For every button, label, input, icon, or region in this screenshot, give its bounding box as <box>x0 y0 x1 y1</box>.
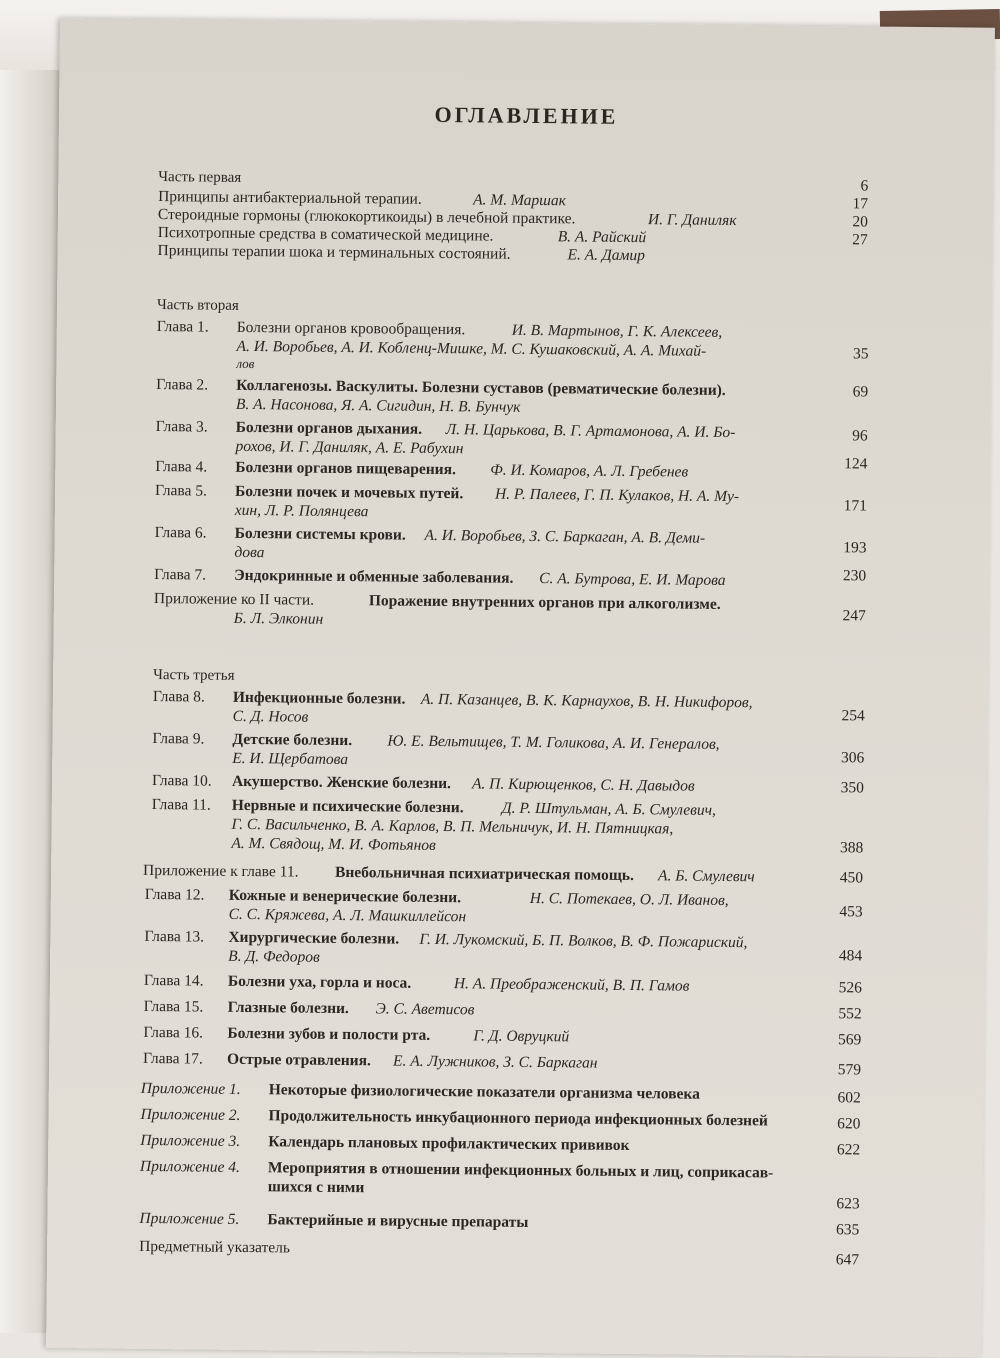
chapter-authors: Н. С. Потекаев, О. Л. Иванов, <box>529 889 729 910</box>
chapter-authors-cont: дова <box>234 543 265 562</box>
chapter-label: Глава 9. <box>152 730 205 748</box>
chapter-authors: Г. И. Лукомский, Б. П. Волков, В. Ф. Пожариский, <box>419 930 748 952</box>
chapter-authors: Э. С. Аветисов <box>375 1000 475 1019</box>
page-number: 622 <box>836 1141 861 1159</box>
chapter-label: Глава 5. <box>154 482 208 500</box>
chapter-label: Глава 7. <box>154 566 207 584</box>
page-number: 230 <box>842 567 867 585</box>
page-number: 6 <box>860 177 869 195</box>
chapter-label: Глава 8. <box>152 688 205 706</box>
chapter-label: Глава 15. <box>143 997 204 1016</box>
page-number: 96 <box>852 427 868 445</box>
chapter-authors: Н. Р. Палеев, Г. П. Кулаков, Н. А. Му- <box>494 485 740 506</box>
page-number: 453 <box>839 903 863 921</box>
page-number: 552 <box>838 1005 862 1023</box>
chapter-authors: Г. Д. Овруцкий <box>473 1027 570 1046</box>
chapter-title: Глазные болезни. <box>227 998 349 1018</box>
chapter-authors: Ф. И. Комаров, А. Л. Гребенев <box>490 461 689 481</box>
appendix-label: Приложение 4. <box>139 1157 240 1176</box>
chapter-authors: А. П. Казанцев, В. К. Карнаухов, В. Н. Никифоров, <box>420 690 753 712</box>
appendix-authors: А. Б. Смулевич <box>657 867 755 886</box>
entry-title: Психотропные средства в соматической медицине. <box>157 224 494 245</box>
chapter-label: Глава 1. <box>156 318 209 336</box>
appendix-title: Бактерийные и вирусные препараты <box>267 1211 529 1231</box>
chapter-authors: И. В. Мартынов, Г. К. Алексеев, <box>511 321 723 341</box>
chapter-authors-cont: А. И. Воробьев, А. И. Кобленц-Мишке, М. С. Кушаковский, А. А. Михай- <box>236 337 707 360</box>
chapter-label: Глава 10. <box>151 772 212 790</box>
entry-authors: Е. А. Дамир <box>567 246 646 265</box>
chapter-title: Хирургические болезни. <box>228 928 400 948</box>
page-number: 484 <box>838 947 863 965</box>
appendix-label: Приложение 2. <box>140 1105 241 1124</box>
page-number: 350 <box>840 779 865 797</box>
chapter-authors-cont: рохов, И. Г. Даниляк, А. Е. Рабухин <box>235 437 464 458</box>
chapter-authors-cont: лов <box>236 355 255 372</box>
chapter-authors-cont: С. С. Кряжева, А. Л. Машкиллейсон <box>228 905 467 926</box>
page-number: 526 <box>838 979 862 997</box>
page-number: 602 <box>837 1089 861 1107</box>
page-number: 635 <box>836 1221 860 1239</box>
page-number: 27 <box>852 231 868 249</box>
chapter-label: Глава 14. <box>143 971 204 990</box>
chapter-title: Болезни органов пищеварения. <box>235 458 456 479</box>
chapter-label: Глава 3. <box>155 418 208 436</box>
entry-title: Принципы терапии шока и терминальных состояний. <box>157 242 511 263</box>
chapter-title: Детские болезни. <box>232 730 353 750</box>
entry-authors: В. А. Райский <box>557 228 647 247</box>
page-number: 569 <box>838 1031 862 1049</box>
chapter-title: Болезни зубов и полости рта. <box>227 1024 431 1044</box>
chapter-authors-cont: В. Д. Федоров <box>228 947 320 966</box>
chapter-authors: А. И. Воробьев, З. С. Баркаган, А. В. Деми- <box>424 526 706 547</box>
chapter-label: Глава 6. <box>154 524 207 542</box>
appendix-title: Внебольничная психиатрическая помощь. <box>334 863 634 885</box>
chapter-label: Глава 17. <box>143 1049 203 1068</box>
chapter-title: Нервные и психические болезни. <box>231 796 464 817</box>
page-number: 623 <box>836 1195 860 1213</box>
chapter-title: Инфекционные болезни. <box>232 688 406 708</box>
chapter-authors: С. А. Бутрова, Е. И. Марова <box>539 570 726 590</box>
entry-authors: И. Г. Даниляк <box>647 211 737 230</box>
appendix-title: Некоторые физиологические показатели организма человека <box>268 1081 700 1103</box>
chapter-title: Болезни уха, горла и носа. <box>227 972 412 992</box>
entry-title: Принципы антибактериальной терапии. <box>158 188 422 208</box>
chapter-label: Глава 16. <box>143 1023 204 1042</box>
chapter-authors-cont: Г. С. Васильченко, В. А. Карлов, В. П. Мельничук, И. Н. Пятницкая, <box>231 815 674 838</box>
appendix-label: Приложение ко II части. <box>153 590 315 609</box>
page-number: 247 <box>842 607 866 625</box>
chapter-label: Глава 13. <box>144 927 205 946</box>
page-number: 579 <box>837 1061 862 1079</box>
entry-authors: А. М. Маршак <box>473 191 566 210</box>
appendix-title-cont: шихся с ними <box>267 1178 365 1197</box>
chapter-title: Острые отравления. <box>227 1050 371 1070</box>
page-number: 20 <box>852 213 868 231</box>
appendix-label: Приложение 5. <box>139 1209 240 1228</box>
appendix-title: Мероприятия в отношении инфекционных больных и лиц, соприкасав- <box>267 1159 774 1182</box>
appendix-authors: Б. Л. Элконин <box>233 609 324 628</box>
page-title: ОГЛАВЛЕНИЕ <box>434 101 619 129</box>
chapter-authors-cont: В. А. Насонова, Я. А. Сигидин, Н. В. Бунчук <box>235 395 521 416</box>
chapter-authors: Л. Н. Царькова, В. Г. Артамонова, А. И. Бо- <box>445 421 736 442</box>
part-heading: Часть вторая <box>156 297 239 314</box>
chapter-authors: Д. Р. Штульман, А. Б. Смулевич, <box>501 799 717 819</box>
book-page <box>46 18 995 1358</box>
chapter-label: Глава 2. <box>156 376 209 394</box>
page-number: 647 <box>835 1251 860 1269</box>
chapter-label: Глава 4. <box>155 458 208 476</box>
page-number: 450 <box>839 869 864 887</box>
index-label: Предметный указатель <box>139 1237 291 1257</box>
chapter-title: Эндокринные и обменные заболевания. <box>234 566 514 587</box>
page-number: 69 <box>852 383 869 401</box>
appendix-label: Приложение к главе 11. <box>142 861 299 881</box>
page-number: 306 <box>840 749 865 767</box>
chapter-authors-cont: А. М. Свядощ, М. И. Фотьянов <box>231 834 436 854</box>
chapter-authors: А. П. Кирющенков, С. Н. Давыдов <box>471 775 695 795</box>
page-number: 388 <box>840 839 864 857</box>
chapter-title: Болезни системы крови. <box>234 524 406 544</box>
chapter-title: Болезни почек и мочевых путей. <box>234 482 464 503</box>
page-number: 35 <box>852 345 869 363</box>
chapter-authors-cont: Е. И. Щербатова <box>232 749 349 769</box>
chapter-label: Глава 12. <box>144 885 205 904</box>
chapter-title: Кожные и венерические болезни. <box>228 886 462 907</box>
chapter-title: Болезни органов кровообращения. <box>236 318 466 339</box>
appendix-label: Приложение 1. <box>140 1079 241 1098</box>
chapter-authors: Е. А. Лужников, З. С. Баркаган <box>393 1052 598 1072</box>
appendix-title: Продолжительность инкубационного периода инфекционных болезней <box>268 1107 768 1130</box>
chapter-title: Акушерство. Женские болезни. <box>231 772 452 793</box>
part-heading: Часть третья <box>153 667 235 684</box>
chapter-authors-cont: хин, Л. Р. Полянцева <box>234 501 369 521</box>
chapter-authors: Н. А. Преображенский, В. П. Гамов <box>453 975 690 995</box>
part-heading: Часть первая <box>158 169 242 186</box>
chapter-label: Глава 11. <box>151 796 211 814</box>
chapter-authors: Ю. Е. Вельтищев, Т. М. Голикова, А. И. Генералов, <box>387 732 720 753</box>
page-number: 124 <box>844 455 868 473</box>
entry-title: Стероидные гормоны (глюкокортикоиды) в лечебной практике. <box>157 206 576 228</box>
page-number: 254 <box>841 707 865 725</box>
appendix-label: Приложение 3. <box>140 1131 241 1150</box>
page-number: 620 <box>837 1115 861 1133</box>
appendix-title: Поражение внутренних органов при алкоголизме. <box>368 592 721 613</box>
page-number: 193 <box>843 539 867 557</box>
chapter-title: Коллагенозы. Васкулиты. Болезни суставов (ревматические болезни). <box>236 376 726 399</box>
chapter-title: Болезни органов дыхания. <box>235 418 423 438</box>
appendix-title: Календарь плановых профилактических прививок <box>268 1133 630 1155</box>
chapter-authors-cont: С. Д. Носов <box>232 707 309 726</box>
page-number: 171 <box>843 497 868 515</box>
page-number: 17 <box>852 195 869 213</box>
